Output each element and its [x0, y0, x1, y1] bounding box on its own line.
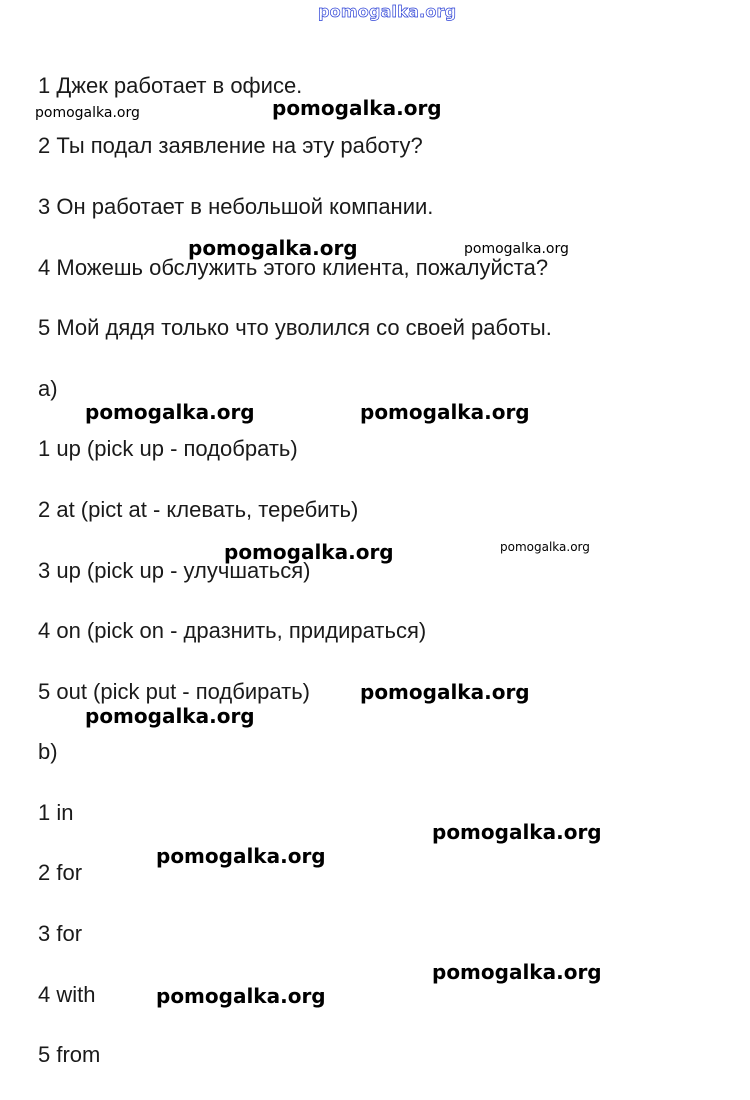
section-b-item-1: 1 in	[38, 800, 74, 825]
section-a-item-5: 5 out (pick put - подбирать)	[38, 679, 310, 704]
watermark: pomogalka.org	[432, 820, 602, 844]
section-b-label: b)	[38, 739, 58, 764]
sentence-1: 1 Джек работает в офисе.	[38, 73, 303, 98]
watermark: pomogalka.org	[156, 844, 326, 868]
watermark: pomogalka.org	[188, 236, 358, 260]
watermark: pomogalka.org	[224, 540, 394, 564]
section-b-item-3: 3 for	[38, 921, 83, 946]
watermark: pomogalka.org	[272, 96, 442, 120]
section-a-item-2: 2 at (pict at - клевать, теребить)	[38, 497, 359, 522]
watermark: pomogalka.org	[35, 105, 140, 121]
watermark: pomogalka.org	[432, 960, 602, 984]
header-watermark: pomogalka.org	[318, 2, 457, 21]
section-b-item-2: 2 for	[38, 860, 83, 885]
section-a-item-4: 4 on (pick on - дразнить, придираться)	[38, 618, 427, 643]
watermark: pomogalka.org	[360, 680, 530, 704]
watermark: pomogalka.org	[500, 540, 590, 554]
section-a-item-3: 3 up (pick up - улучшаться)	[38, 558, 311, 583]
sentence-5: 5 Мой дядя только что уволился со своей работы.	[38, 315, 552, 340]
sentence-3: 3 Он работает в небольшой компании.	[38, 194, 434, 219]
section-b-item-4: 4 with	[38, 982, 96, 1007]
sentence-2: 2 Ты подал заявление на эту работу?	[38, 133, 423, 158]
watermark: pomogalka.org	[360, 400, 530, 424]
watermark: pomogalka.org	[464, 241, 569, 257]
watermark: pomogalka.org	[85, 400, 255, 424]
watermark: pomogalka.org	[85, 704, 255, 728]
sentence-4: 4 Можешь обслужить этого клиента, пожалуйста?	[38, 255, 549, 280]
section-a-item-1: 1 up (pick up - подобрать)	[38, 436, 298, 461]
watermark: pomogalka.org	[156, 984, 326, 1008]
section-a-label: a)	[38, 376, 58, 401]
section-b-item-5: 5 from	[38, 1042, 101, 1067]
